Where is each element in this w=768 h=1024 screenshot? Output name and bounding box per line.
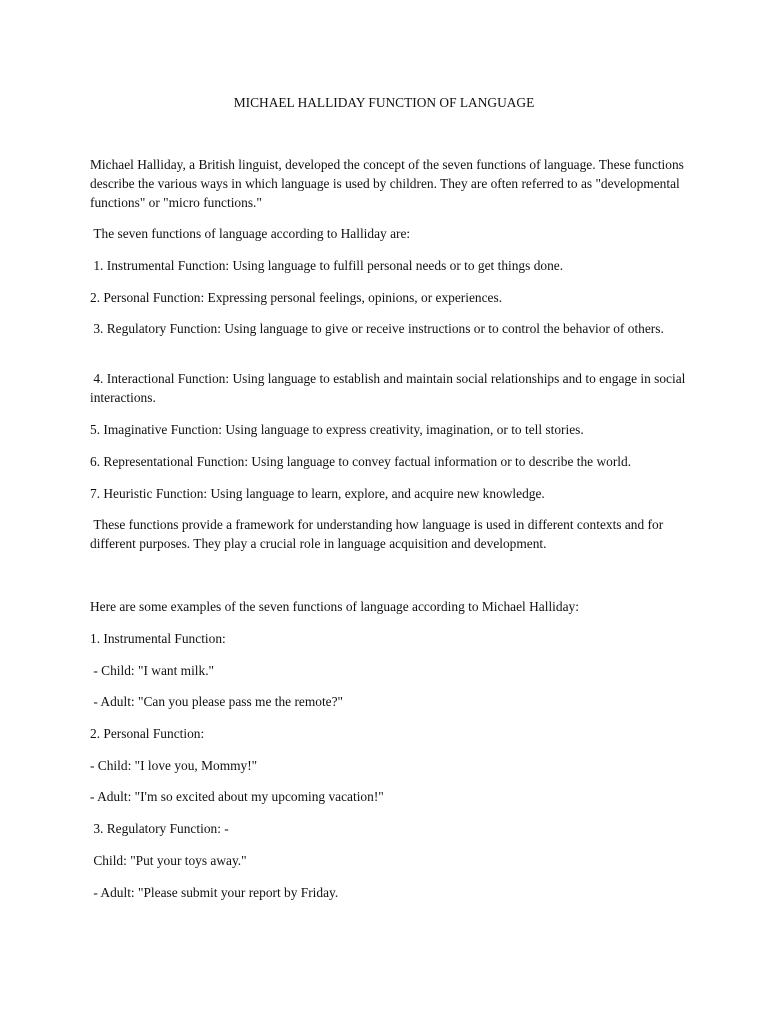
example-line: - Adult: "I'm so excited about my upcoming vacation!" <box>90 789 384 804</box>
lead-in-paragraph: The seven functions of language according to Halliday are: <box>90 226 411 241</box>
examples-intro: Here are some examples of the seven functions of language according to Michael Halliday: <box>90 599 579 614</box>
function-item: 3. Regulatory Function: Using language to give or receive instructions or to control the behavior of others. <box>90 321 664 336</box>
function-item: 1. Instrumental Function: Using language to fulfill personal needs or to get things done. <box>90 258 564 273</box>
example-line: - Child: "I love you, Mommy!" <box>90 758 258 773</box>
function-item: 5. Imaginative Function: Using language to express creativity, imagination, or to tell stories. <box>90 422 584 437</box>
function-item: 6. Representational Function: Using language to convey factual information or to describe the world. <box>90 454 632 469</box>
function-item: 7. Heuristic Function: Using language to learn, explore, and acquire new knowledge. <box>90 486 545 501</box>
example-line: 3. Regulatory Function: - <box>90 821 229 836</box>
example-line: - Child: "I want milk." <box>90 663 215 678</box>
example-line: - Adult: "Can you please pass me the remote?" <box>90 694 344 709</box>
function-item: 4. Interactional Function: Using language to establish and maintain social relationships and to engage in social interactions. <box>90 371 689 405</box>
example-line: 1. Instrumental Function: <box>90 631 226 646</box>
intro-paragraph: Michael Halliday, a British linguist, developed the concept of the seven functions of language. These functions describe the various ways in which language is used by children. They are often referred to as "developmental functions" or "micro functions." <box>90 157 688 210</box>
example-line: 2. Personal Function: <box>90 726 205 741</box>
document-title: MICHAEL HALLIDAY FUNCTION OF LANGUAGE <box>233 95 535 110</box>
function-item: 2. Personal Function: Expressing personal feelings, opinions, or experiences. <box>90 290 503 305</box>
summary-paragraph: These functions provide a framework for understanding how language is used in different contexts and for different purposes. They play a crucial role in language acquisition and development. <box>90 517 667 551</box>
example-line: - Adult: "Please submit your report by Friday. <box>90 885 339 900</box>
example-line: Child: "Put your toys away." <box>90 853 247 868</box>
